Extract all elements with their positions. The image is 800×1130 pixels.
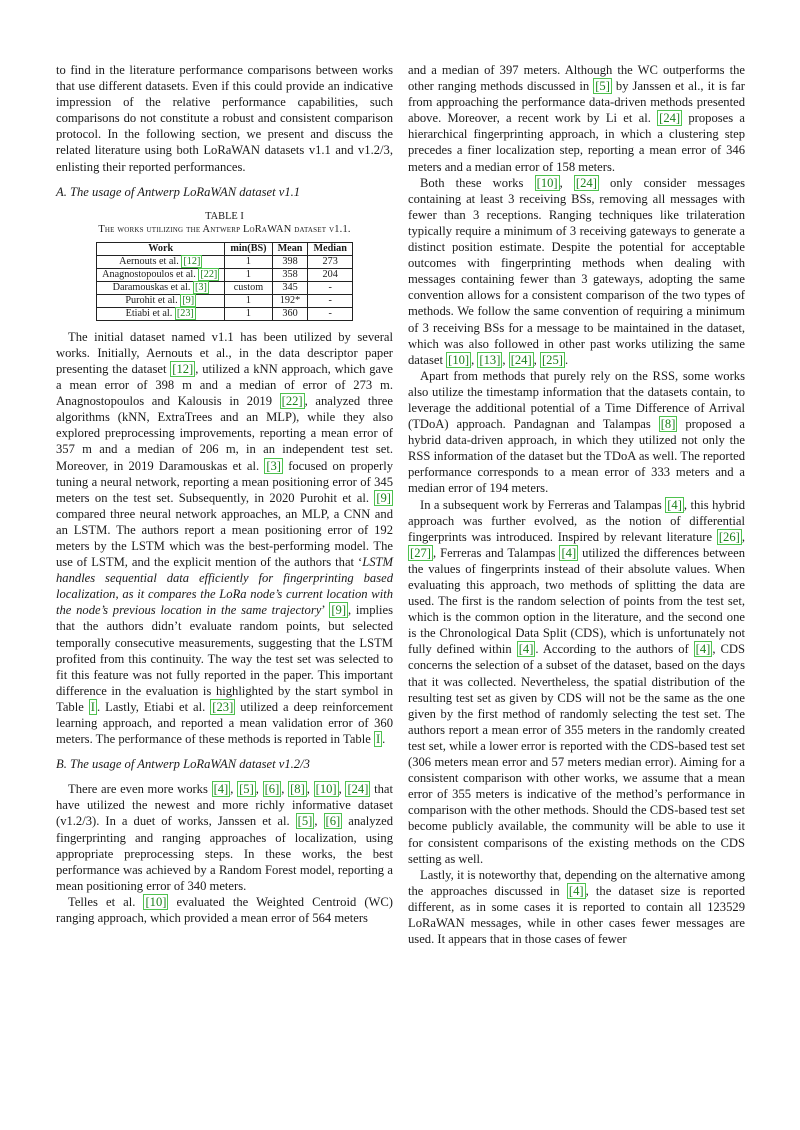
mean-cell: 358 <box>272 268 308 281</box>
paragraph-v123-works: There are even more works [4] , [5] , [6] , [8] , [10] , [24] that have utilized the newest and more richly informative dataset (v1.2/3). In a duet of works, Janssen et al. [5] , [6] analyzed fingerprinting and ranging approaches of localization, using appropriate preprocessing steps. In these works, the best performance was achieved by a Random Forest model, reporting a mean positioning error of 340 meters. <box>56 782 393 893</box>
header-work: Work <box>97 242 225 255</box>
citation-link[interactable]: [9] <box>376 490 391 505</box>
left-column <box>56 62 393 926</box>
paragraph-differential-fingerprints: In a subsequent work by Ferreras and Talampas [4] , this hybrid approach was further evolved, as the notion of differential fingerprints was introduced. Inspired by relevant literature [26] , [27] , Ferreras and Talampas [4] utilized the differences between the values of fingerprints instead of their absolute values. When evaluating this approach, two methods of splitting the data are used. The first is the random selection of points from the test set, which is the common option in the literature, and the second one is the Chronological Data Split (CDS), which is unfortunately not fully defined within [4] . According to the authors of [4] , CDS concerns the selection of a subset of the dataset, based on the days that it was collected. Nevertheless, the spatial distribution of the resulting test set as given by CDS will not be the same as the one given by the first method of randomly selecting the test set. The authors report a mean error of 355 meters in the randomly created test set, while a lower error is reported with the CDS-based test set (306 meters mean error and 57 meters median error). Aiming for a consistent comparison with other works, we assume that a mean error of 355 meters is indicative of the method’s performance in comparison with the other methods. Should the CDS-based test set become publicly available, the community will be able to use it for consistent comparisons of the existing methods on the CDS setting as well. <box>408 497 745 866</box>
min-bs-cell: 1 <box>225 255 272 268</box>
citation-link[interactable]: [12] <box>183 255 201 267</box>
section-heading-b: B. The usage of Antwerp LoRaWAN dataset v1.2/3 <box>56 757 310 772</box>
min-bs-cell: 1 <box>225 294 272 307</box>
citation-link[interactable]: [4] <box>518 642 534 657</box>
works-table <box>96 242 353 321</box>
citation-link[interactable]: [22] <box>281 394 303 409</box>
section-heading-a: A. The usage of Antwerp LoRaWAN dataset v1.1 <box>56 184 301 199</box>
median-cell: - <box>308 294 352 307</box>
median-cell: - <box>308 281 352 294</box>
table-row <box>97 255 353 268</box>
table-row <box>97 281 353 294</box>
header-median: Median <box>308 242 352 255</box>
citation-link[interactable]: [8] <box>660 417 676 432</box>
citation-link[interactable]: [6] <box>325 814 341 829</box>
mean-cell: 398 <box>272 255 308 268</box>
work-cell: Daramouskas et al. [3] <box>97 281 225 294</box>
citation-link[interactable]: [24] <box>575 175 597 190</box>
citation-link[interactable]: [25] <box>541 352 563 367</box>
citation-link[interactable]: [3] <box>266 458 281 473</box>
paragraph-dataset-size: Lastly, it is noteworthy that, depending on the alternative among the approaches discussed in [4] , the dataset size is reported different, as in some cases it is reported to contain all 123529 LoRaWAN messages, while in other cases fewer messages are used. It appears that in those cases of fewer <box>408 867 745 947</box>
table-reference-link[interactable]: I <box>375 732 381 747</box>
citation-link[interactable]: [4] <box>695 642 711 657</box>
citation-link[interactable]: [23] <box>176 307 194 319</box>
table-caption <box>56 210 393 236</box>
header-min-bs: min(BS) <box>225 242 272 255</box>
table-row <box>97 268 353 281</box>
mean-cell: 360 <box>272 307 308 320</box>
work-cell: Etiabi et al. [23] <box>97 307 225 320</box>
table-reference-link[interactable]: I <box>90 699 95 714</box>
paragraph-v11-works: The initial dataset named v1.1 has been utilized by several works. Initially, Aernouts et al., in the data descriptor paper presenting the dataset [12] , utilized a kNN approach, which gave a mean error of 398 m and a median of error of 273 m. Anagnostopoulos and Kalousis in 2019 [22] , analyzed three algorithms (kNN, ExtraTrees and an MLP), while they also explored preprocessing improvements, reporting a mean error of 357 m and a median of 206 m, in an independent test set. Moreover, in 2019 Daramouskas et al. [3] focused on properly tuning a neural network, reporting a mean positioning error of 345 meters on the test set. Subsequently, in 2020 Purohit et al. [9] compared three neural network approaches, an MLP, a CNN and an LSTM. The authors report a mean positioning error of 192 meters by the LSTM which was the best-performing model. The use of LSTM, and the explicit mention of the authors that ‘LSTM handles sequential data efficiently for fingerprinting based localization, as it compares the LoRa node’s current location with the node’s previous location in the same trajectory’ [9] , implies that the authors didn’t evaluate random points, but selected temporally consecutive measurements, suggesting that the LSTM profited from this continuity. The way the test set was selected to fit this feature was not fully reported in the paper. This important difference in the evaluation is highlighted by the start symbol in Table I . Lastly, Etiabi et al. [23] utilized a deep reinforcement learning approach, and reported a mean validation error of 360 meters. The performance of these methods is reported in Table I . <box>56 329 393 747</box>
table-row <box>97 307 353 320</box>
right-column <box>408 62 745 947</box>
median-cell: 273 <box>308 255 352 268</box>
citation-link[interactable]: [4] <box>561 545 577 560</box>
citation-link[interactable]: [24] <box>659 111 681 126</box>
citation-link[interactable]: [10] <box>536 175 558 190</box>
mean-cell: 345 <box>272 281 308 294</box>
header-mean: Mean <box>272 242 308 255</box>
citation-link[interactable]: [27] <box>410 545 431 560</box>
citation-link[interactable]: [4] <box>568 883 584 898</box>
citation-link[interactable]: [4] <box>667 497 682 512</box>
citation-link[interactable]: [10] <box>315 782 337 797</box>
mean-cell: 192* <box>272 294 308 307</box>
min-bs-cell: 1 <box>225 268 272 281</box>
citation-link[interactable]: [10] <box>145 894 167 909</box>
citation-link[interactable]: [5] <box>239 782 254 797</box>
citation-link[interactable]: [24] <box>510 352 532 367</box>
work-cell: Aernouts et al. [12] <box>97 255 225 268</box>
citation-link[interactable]: [5] <box>297 814 313 829</box>
median-cell: 204 <box>308 268 352 281</box>
work-cell: Anagnostopoulos et al. [22] <box>97 268 225 281</box>
paragraph-min-bs-convention: Both these works [10] , [24] only consider messages containing at least 3 receiving BSs, removing all messages with fewer than 3 receptions. Ranging techniques like trilateration typically require a minimum of 3 receiving gateways to generate a distinct position estimate. Despite the potential for acceptable outcomes with fingerprinting methods when dealing with messages containing fewer than 3 gateways, adopting the same convention allows for a consistent comparison of the two types of methods. We follow the same convention of requiring a minimum of 3 receiving BSs for a message to be maintained in the dataset, which was also followed in other past works utilizing the same dataset [10] , [13] , [24] , [25] . <box>408 175 745 367</box>
table-number: TABLE I <box>205 210 244 222</box>
citation-link[interactable]: [4] <box>213 782 229 797</box>
table-row <box>97 294 353 307</box>
citation-link[interactable]: [9] <box>182 294 195 306</box>
citation-link[interactable]: [6] <box>264 782 280 797</box>
paragraph-telles: Telles et al. [10] evaluated the Weighted Centroid (WC) ranging approach, which provided a mean error of 564 meters <box>56 894 393 926</box>
paragraph-tdoa: Apart from methods that purely rely on the RSS, some works also utilize the timestamp information that the datasets contain, to leverage the additional potential of a Time Difference of Arrival (TDoA) approach. Pandagnan and Talampas [8] proposed a hybrid data-driven approach, in which they utilized not only the RSS information of the dataset but the TDoA as well. The reported performance corresponds to a mean error of 333 meters and a median error of 194 meters. <box>408 368 745 496</box>
citation-link[interactable]: [10] <box>448 352 470 367</box>
citation-link[interactable]: [13] <box>479 352 501 367</box>
min-bs-cell: custom <box>225 281 272 294</box>
citation-link[interactable]: [3] <box>194 281 207 293</box>
paragraph-intro-continuation: to find in the literature performance comparisons between works that use different datasets. Even if this could provide an indicative impression of the relative performance capabilities, such comparisons do not constitute a robust and consistent comparison protocol. In the following section, we present and discuss the related literature using both LoRaWAN datasets v1.1 and v1.2/3, enlisting their reported performances. <box>56 63 393 174</box>
paragraph-wc-continuation: and a median of 397 meters. Although the WC outperforms the other ranging methods discussed in [5] by Janssen et al., it is far from approaching the performance data-driven methods presented above. Moreover, a recent work by Li et al. [24] proposes a hierarchical fingerprinting approach, in which a clustering step precedes a finer localization step, reporting a mean error of 346 meters and a median error of 158 meters. <box>408 63 745 174</box>
citation-link[interactable]: [12] <box>172 361 194 376</box>
citation-link[interactable]: [26] <box>718 529 740 544</box>
citation-link[interactable]: [9] <box>331 603 347 618</box>
citation-link[interactable]: [24] <box>347 782 369 797</box>
min-bs-cell: 1 <box>225 307 272 320</box>
table-title: The works utilizing the Antwerp LoRaWAN dataset v1.1. <box>98 223 351 235</box>
citation-link[interactable]: [5] <box>595 79 610 94</box>
citation-link[interactable]: [8] <box>290 782 305 797</box>
quoted-text: LSTM handles sequential data efficiently for fingerprinting based localization, as it compares the LoRa node’s current location with the node’s previous location in the same trajectory <box>56 555 393 618</box>
table-header-row <box>97 242 353 255</box>
median-cell: - <box>308 307 352 320</box>
work-cell: Purohit et al. [9] <box>97 294 225 307</box>
citation-link[interactable]: [23] <box>212 699 234 714</box>
citation-link[interactable]: [22] <box>200 268 218 280</box>
